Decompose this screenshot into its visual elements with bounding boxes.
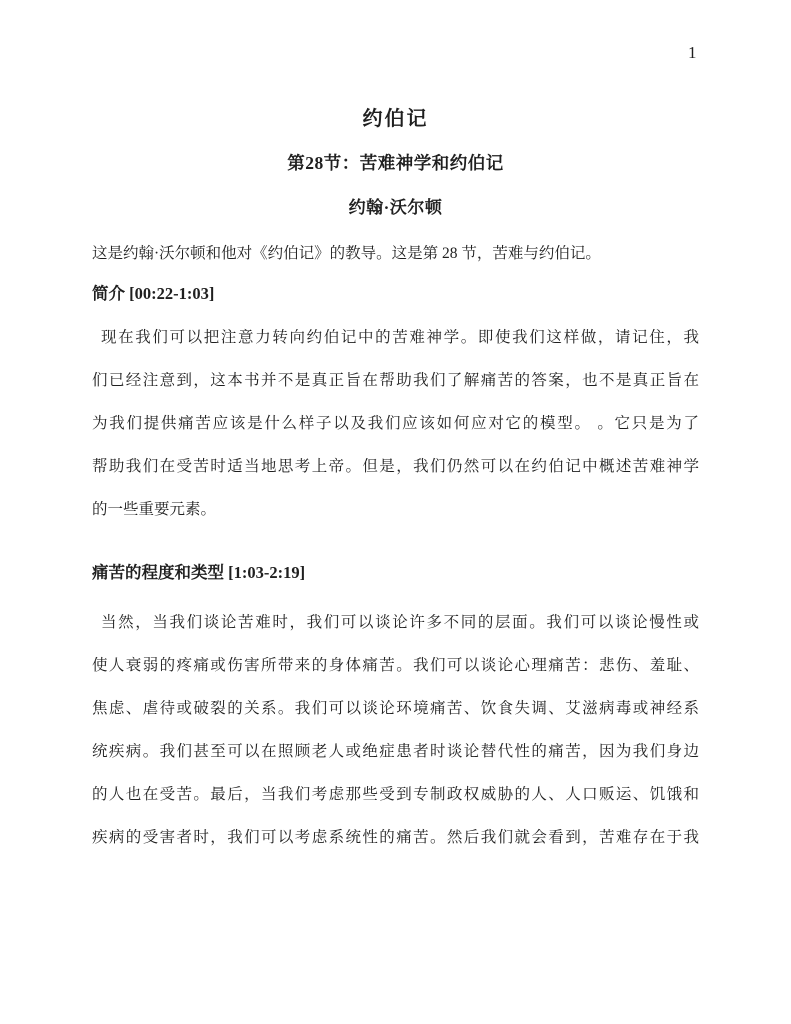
text-line: 当然，当我们谈论苦难时，我们可以谈论许多不同的层面。我们可以谈论慢性或 (101, 614, 699, 631)
paragraph-degrees-types-section (92, 601, 699, 859)
text-line: 使人衰弱的疼痛或伤害所带来的身体痛苦。我们可以谈论心理痛苦：悲伤、羞耻、 (92, 657, 699, 674)
text-line: 的一些重要元素。 (92, 501, 217, 518)
text-line: 帮助我们在受苦时适当地思考上帝。但是，我们仍然可以在约伯记中概述苦难神学 (92, 458, 699, 475)
section-heading-degrees-types: 痛苦的程度和类型 [1:03-2:19] (92, 563, 306, 582)
text-line: 们已经注意到，这本书并不是真正旨在帮助我们了解痛苦的答案，也不是真正旨在 (92, 372, 699, 389)
lecture-subtitle: 第28节：苦难神学和约伯记 (287, 153, 504, 173)
document-title: 约伯记 (362, 108, 429, 130)
text-line: 现在我们可以把注意力转向约伯记中的苦难神学。即使我们这样做，请记住，我 (101, 329, 699, 346)
text-line: 为我们提供痛苦应该是什么样子以及我们应该如何应对它的模型。 。它只是为了 (92, 415, 699, 432)
paragraph-intro-section (92, 316, 699, 531)
intro-line: 这是约翰·沃尔顿和他对《约伯记》的教导。这是第 28 节，苦难与约伯记。 (92, 245, 601, 262)
author-name: 约翰·沃尔顿 (348, 198, 443, 217)
text-line: 疾病的受害者时，我们可以考虑系统性的痛苦。然后我们就会看到，苦难存在于我 (92, 829, 699, 846)
text-line: 的人也在受苦。最后，当我们考虑那些受到专制政权威胁的人、人口贩运、饥饿和 (92, 786, 699, 803)
page-number: 1 (688, 43, 697, 62)
text-line: 焦虑、虐待或破裂的关系。我们可以谈论环境痛苦、饮食失调、艾滋病毒或神经系 (92, 700, 699, 717)
text-line: 统疾病。我们甚至可以在照顾老人或绝症患者时谈论替代性的痛苦，因为我们身边 (92, 743, 699, 760)
section-heading-intro: 简介 [00:22-1:03] (92, 284, 215, 303)
